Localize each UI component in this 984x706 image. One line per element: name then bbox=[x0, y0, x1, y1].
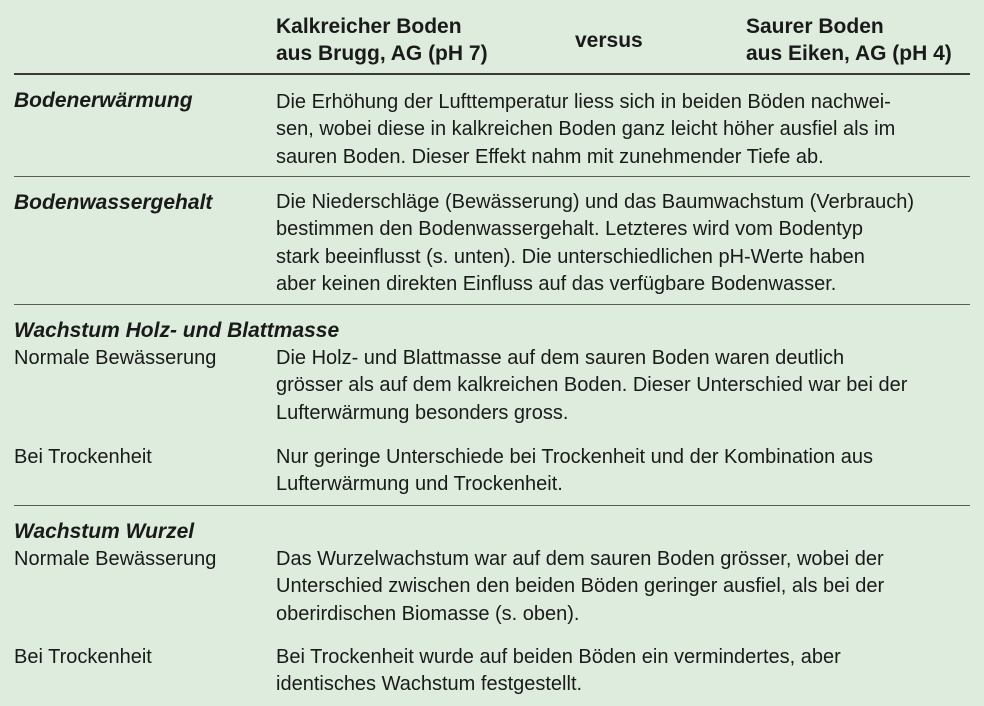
text-line: Die Holz- und Blattmasse auf dem sauren Boden waren deutlich bbox=[276, 347, 845, 369]
holz-normal-label: Normale Bewässerung bbox=[14, 347, 217, 369]
text-line: Die Niederschläge (Bewässerung) und das Baumwachstum (Verbrauch) bbox=[276, 191, 915, 213]
header-left-line1: Kalkreicher Boden bbox=[276, 15, 462, 38]
header-left-line2: aus Brugg, AG (pH 7) bbox=[276, 42, 488, 65]
header-left bbox=[276, 13, 488, 67]
row-divider bbox=[14, 505, 970, 506]
text-line: Nur geringe Unterschiede bei Trockenheit und der Kombination aus bbox=[276, 446, 874, 468]
text-line: bestimmen den Bodenwassergehalt. Letzteres wird vom Bodentyp bbox=[276, 218, 863, 241]
text-line: identisches Wachstum festgestellt. bbox=[276, 673, 583, 696]
row-divider bbox=[14, 176, 970, 177]
text-line: Die Erhöhung der Lufttemperatur liess sich in beiden Böden nachwei- bbox=[276, 91, 891, 113]
row-title-bodenwassergehalt: Bodenwassergehalt bbox=[14, 191, 213, 214]
text-line: grösser als auf dem kalkreichen Boden. Dieser Unterschied war bei der bbox=[276, 374, 908, 397]
header-versus: versus bbox=[575, 29, 643, 52]
text-line: sauren Boden. Dieser Effekt nahm mit zunehmender Tiefe ab. bbox=[276, 145, 824, 168]
wurzel-normal-text bbox=[276, 546, 968, 628]
wurzel-dry-text bbox=[276, 644, 968, 699]
text-line: oberirdischen Biomasse (s. oben). bbox=[276, 602, 580, 625]
text-line: Lufterwärmung und Trockenheit. bbox=[276, 473, 563, 496]
text-line: stark beeinflusst (s. unten). Die unterschiedlichen pH-Werte haben bbox=[276, 245, 865, 268]
wurzel-dry-label: Bei Trockenheit bbox=[14, 646, 152, 668]
text-line: Unterschied zwischen den beiden Böden geringer ausfiel, als bei der bbox=[276, 575, 885, 598]
row-text-bodenerwaermung bbox=[276, 89, 968, 171]
header-right bbox=[746, 13, 952, 67]
holz-dry-label: Bei Trockenheit bbox=[14, 446, 152, 468]
row-title-bodenerwaermung: Bodenerwärmung bbox=[14, 89, 193, 112]
header-right-line2: aus Eiken, AG (pH 4) bbox=[746, 42, 952, 65]
text-line: sen, wobei diese in kalkreichen Boden ganz leicht höher ausfiel als im bbox=[276, 118, 896, 141]
row-text-bodenwassergehalt bbox=[276, 189, 968, 298]
text-line: Bei Trockenheit wurde auf beiden Böden ein vermindertes, aber bbox=[276, 646, 841, 668]
wurzel-normal-label: Normale Bewässerung bbox=[14, 548, 217, 570]
section-title-holz: Wachstum Holz- und Blattmasse bbox=[14, 319, 340, 342]
header-divider bbox=[14, 73, 970, 75]
row-divider bbox=[14, 304, 970, 305]
text-line: aber keinen direkten Einfluss auf das verfügbare Bodenwasser. bbox=[276, 272, 837, 295]
section-title-wurzel: Wachstum Wurzel bbox=[14, 520, 195, 543]
holz-normal-text bbox=[276, 345, 968, 427]
holz-dry-text bbox=[276, 444, 968, 499]
text-line: Lufterwärmung besonders gross. bbox=[276, 401, 569, 424]
header-right-line1: Saurer Boden bbox=[746, 15, 884, 38]
text-line: Das Wurzelwachstum war auf dem sauren Boden grösser, wobei der bbox=[276, 548, 884, 570]
